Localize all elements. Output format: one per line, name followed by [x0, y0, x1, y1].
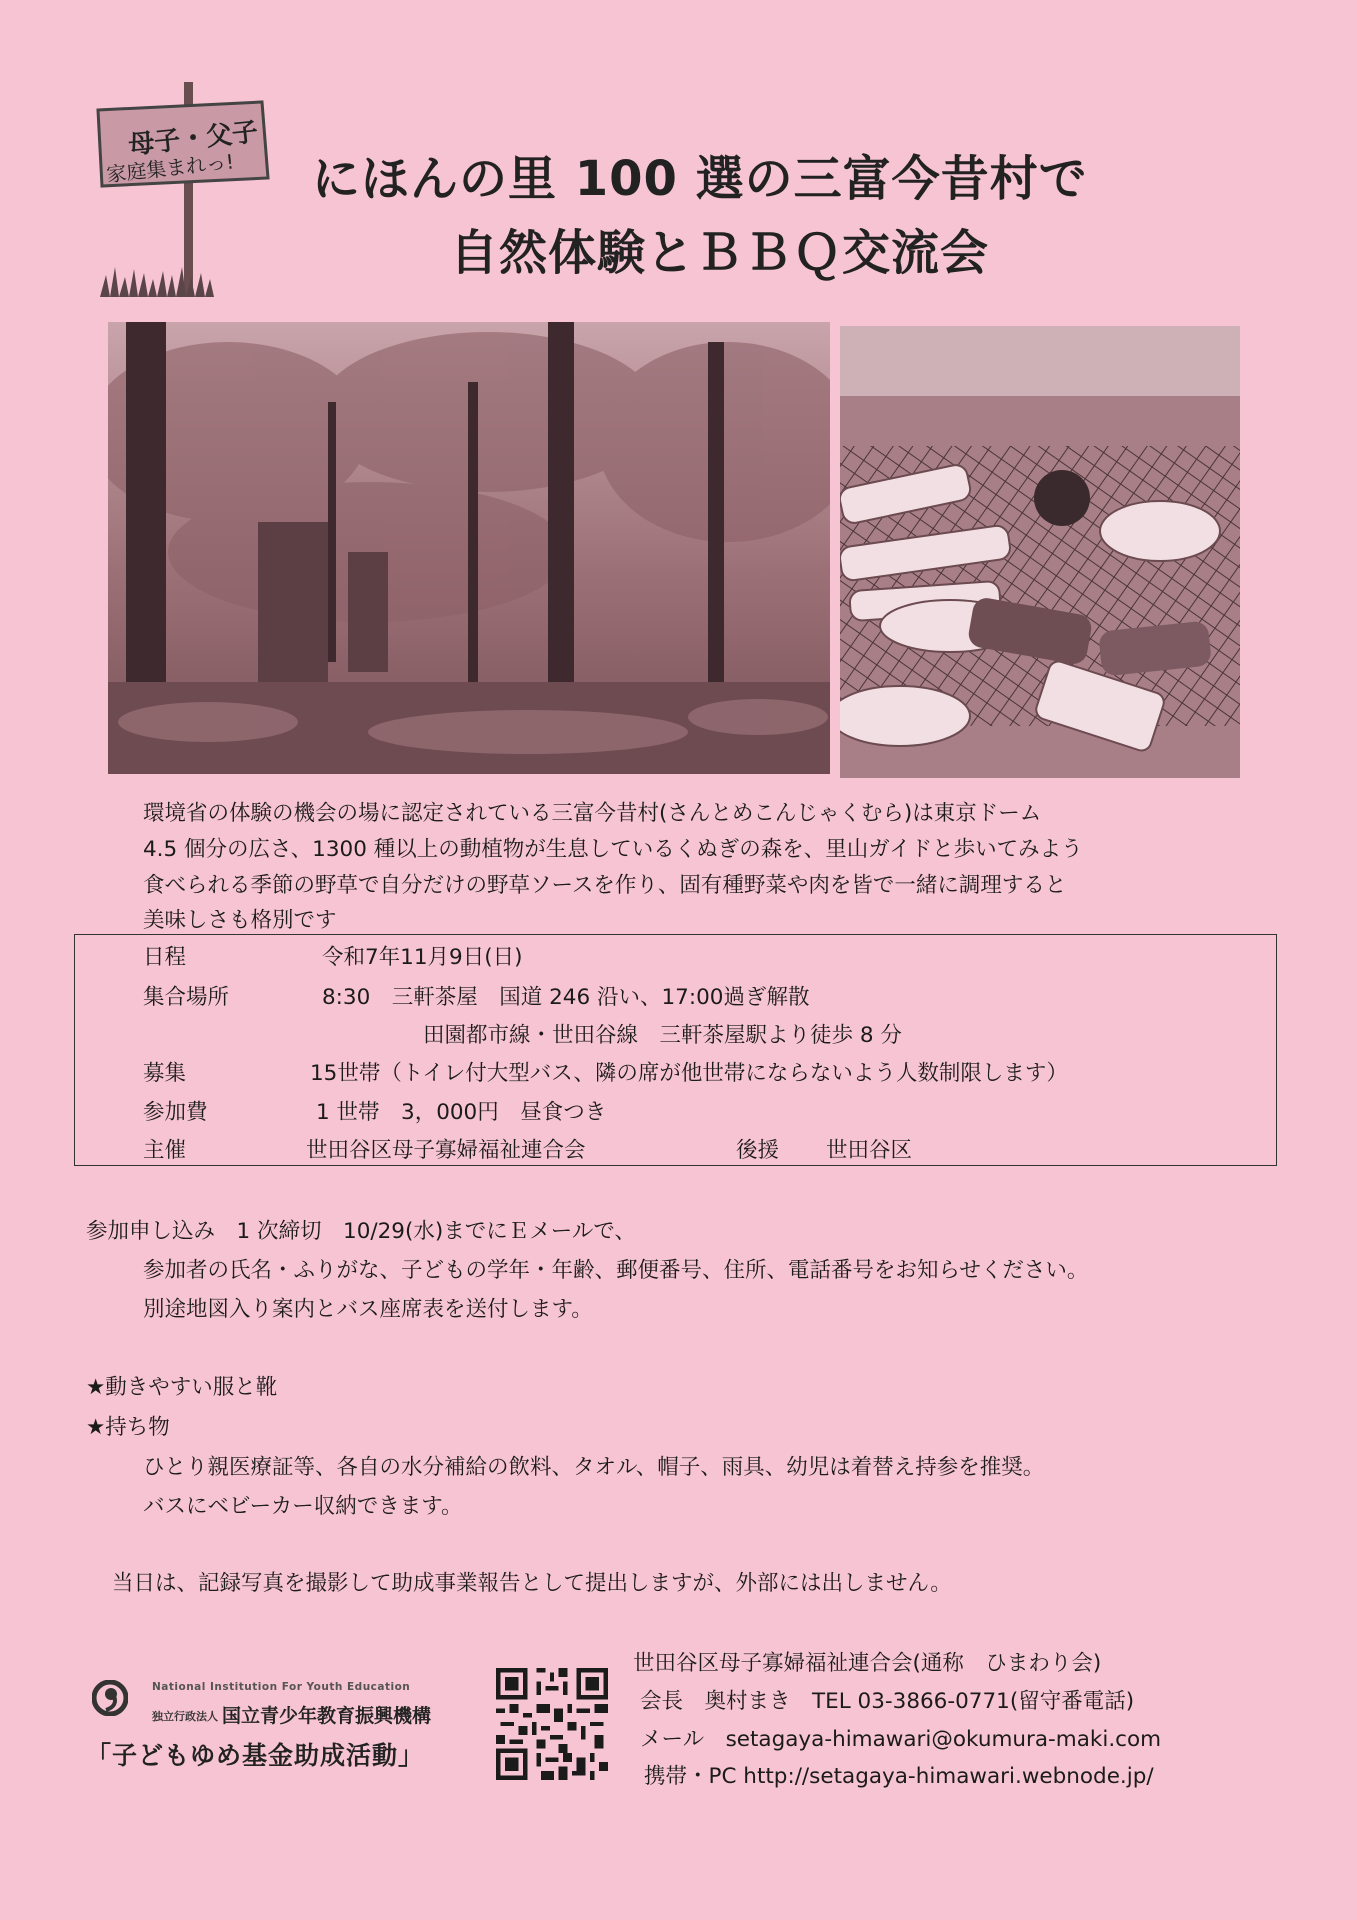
support-value: 世田谷区 — [826, 1138, 913, 1163]
signpost-text-2: 家庭集まれっ! — [105, 149, 236, 187]
org-name-jp: 国立青少年教育振興機構 — [222, 1705, 432, 1727]
qr-code-icon[interactable] — [496, 1668, 608, 1780]
page-title-line-2: 自然体験とＢＢＱ交流会 — [450, 225, 990, 281]
organizer-value: 世田谷区母子寡婦福祉連合会 — [306, 1138, 586, 1163]
signpost-text-1: 母子・父子 — [127, 117, 260, 161]
intro-line-4: 美味しさも格別です — [143, 908, 337, 933]
belongings-line-1: ひとり親医療証等、各自の水分補給の飲料、タオル、帽子、雨具、幼児は着替え持参を推奨。 — [143, 1455, 1045, 1480]
recruit-label: 募集 — [143, 1061, 187, 1086]
contact-email[interactable]: メール setagaya-himawari@okumura-maki.com — [640, 1727, 1162, 1752]
bbq-photo — [840, 326, 1240, 778]
belongings-title: ★持ち物 — [86, 1415, 170, 1440]
application-line-1: 参加申し込み 1 次締切 10/29(水)までにＥメールで、 — [86, 1219, 636, 1244]
contact-chair-tel: 会長 奥村まき TEL 03-3866-0771(留守番電話) — [640, 1689, 1135, 1714]
contact-org: 世田谷区母子寡婦福祉連合会(通称 ひまわり会) — [633, 1651, 1102, 1676]
intro-line-2: 4.5 個分の広さ、1300 種以上の動植物が生息しているくぬぎの森を、里山ガイドと歩いてみよう — [143, 837, 1083, 862]
forest-photo — [108, 322, 830, 774]
meeting-value-2: 田園都市線・世田谷線 三軒茶屋駅より徒歩 8 分 — [423, 1023, 902, 1048]
page-title-line-1: にほんの里 100 選の三富今昔村で — [312, 151, 1088, 207]
fee-label: 参加費 — [143, 1100, 208, 1125]
schedule-value: 令和7年11月9日(日) — [322, 945, 523, 970]
intro-line-1: 環境省の体験の機会の場に認定されている三富今昔村(さんとめこんじゃくむら)は東京ドーム — [143, 801, 1042, 826]
recruit-value: 15世帯（トイレ付大型バス、隣の席が他世帯にならないよう人数制限します） — [310, 1061, 1068, 1086]
niye-logo-icon — [92, 1680, 128, 1716]
meeting-value-1: 8:30 三軒茶屋 国道 246 沿い、17:00過ぎ解散 — [322, 985, 810, 1010]
schedule-label: 日程 — [143, 945, 187, 970]
belongings-line-2: バスにベビーカー収納できます。 — [143, 1494, 463, 1519]
event-details-box — [74, 934, 1277, 1166]
contact-url[interactable]: 携帯・PC http://setagaya-himawari.webnode.jp/ — [644, 1764, 1154, 1789]
fund-label: 「子どもゆめ基金助成活動」 — [86, 1741, 425, 1770]
application-line-2: 参加者の氏名・ふりがな、子どもの学年・年齢、郵便番号、住所、電話番号をお知らせください。 — [143, 1258, 1089, 1283]
clothing-note: ★動きやすい服と靴 — [86, 1375, 278, 1400]
application-line-3: 別途地図入り案内とバス座席表を送付します。 — [143, 1297, 593, 1322]
intro-line-3: 食べられる季節の野草で自分だけの野草ソースを作り、固有種野菜や肉を皆で一緒に調理すると — [143, 873, 1067, 898]
organizer-label: 主催 — [143, 1138, 187, 1163]
org-name-en: National Institution For Youth Education — [152, 1681, 411, 1693]
support-label: 後援 — [736, 1138, 780, 1163]
org-type: 独立行政法人 — [152, 1710, 218, 1723]
meeting-label: 集合場所 — [143, 985, 230, 1010]
fee-value: 1 世帯 3，000円 昼食つき — [316, 1100, 607, 1125]
photo-notice: 当日は、記録写真を撮影して助成事業報告として提出しますが、外部には出しません。 — [112, 1571, 952, 1596]
